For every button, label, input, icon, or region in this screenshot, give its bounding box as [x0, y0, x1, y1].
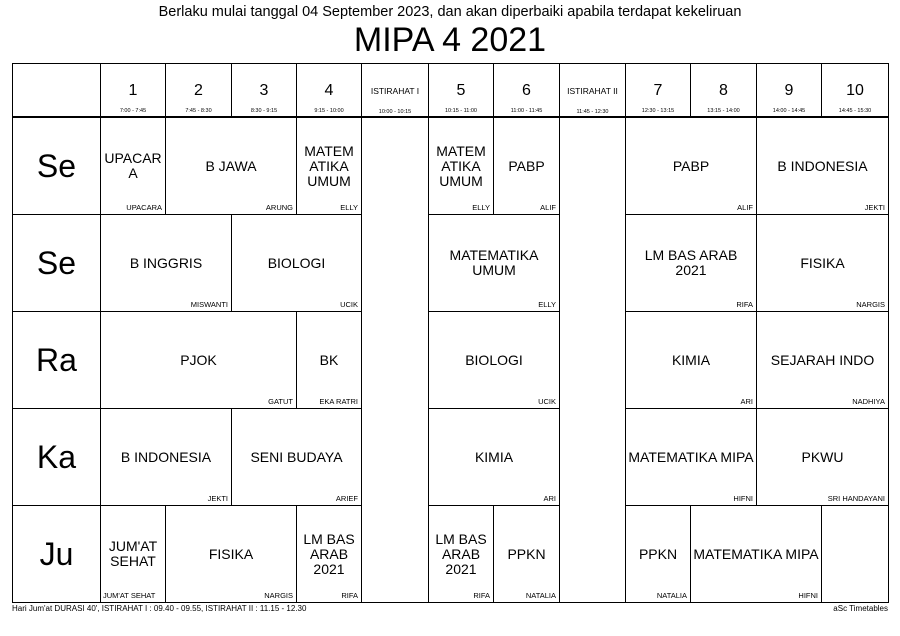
lesson-cell: LM BAS ARAB 2021 RIFA: [429, 506, 494, 603]
day-row: [13, 506, 889, 603]
day-label: Se: [13, 215, 101, 312]
lesson-cell: B INGGRIS MISWANTI: [101, 215, 232, 312]
period-header: 9 14:00 - 14:45: [757, 64, 822, 118]
day-label: Ju: [13, 506, 101, 603]
lesson-cell: BIOLOGI UCIK: [429, 312, 560, 409]
lesson-cell: UPACAR A UPACARA: [101, 117, 166, 215]
lesson-cell: B INDONESIA JEKTI: [101, 409, 232, 506]
day-row: [13, 215, 889, 312]
lesson-cell: SENI BUDAYA ARIEF: [232, 409, 362, 506]
lesson-cell: PKWU SRI HANDAYANI: [757, 409, 889, 506]
day-row: [13, 117, 889, 215]
lesson-cell: MATEMATIKA MIPA HIFNI: [691, 506, 822, 603]
period-header: 6 11:00 - 11:45: [494, 64, 560, 118]
period-header: 5 10:15 - 11:00: [429, 64, 494, 118]
period-header: 7 12:30 - 13:15: [626, 64, 691, 118]
empty-cell: [822, 506, 889, 603]
period-header-row: [13, 64, 889, 118]
page-title: MIPA 4 2021: [353, 21, 547, 59]
lesson-cell: PABP ALIF: [626, 117, 757, 215]
break-column: [560, 117, 626, 603]
day-row: [13, 312, 889, 409]
period-header: 3 8:30 - 9:15: [232, 64, 297, 118]
timetable: [12, 63, 889, 603]
lesson-cell: KIMIA ARI: [626, 312, 757, 409]
credit-text: aSc Timetables: [833, 604, 888, 613]
lesson-cell: PJOK GATUT: [101, 312, 297, 409]
period-header: 2 7:45 - 8:30: [166, 64, 232, 118]
day-row: [13, 409, 889, 506]
lesson-cell: BIOLOGI UCIK: [232, 215, 362, 312]
lesson-cell: BK EKA RATRI: [297, 312, 362, 409]
corner-cell: [13, 64, 101, 118]
lesson-cell: KIMIA ARI: [429, 409, 560, 506]
period-header: 8 13:15 - 14:00: [691, 64, 757, 118]
lesson-cell: PABP ALIF: [494, 117, 560, 215]
day-label: Ka: [13, 409, 101, 506]
lesson-cell: FISIKA NARGIS: [166, 506, 297, 603]
lesson-cell: B INDONESIA JEKTI: [757, 117, 889, 215]
day-label: Ra: [13, 312, 101, 409]
lesson-cell: MATEM ATIKA UMUM ELLY: [429, 117, 494, 215]
period-header: 10 14:45 - 15:30: [822, 64, 889, 118]
lesson-cell: PPKN NATALIA: [626, 506, 691, 603]
lesson-cell: MATEMATIKA UMUM ELLY: [429, 215, 560, 312]
footer-note: Hari Jum'at DURASI 40', ISTIRAHAT I : 09.40 - 09.55, ISTIRAHAT II : 11.15 - 12.30: [12, 604, 307, 613]
period-header: 4 9:15 - 10:00: [297, 64, 362, 118]
break-header: ISTIRAHAT I 10:00 - 10:15: [362, 64, 429, 118]
lesson-cell: SEJARAH INDO NADHIYA: [757, 312, 889, 409]
lesson-cell: MATEMATIKA MIPA HIFNI: [626, 409, 757, 506]
break-header: ISTIRAHAT II 11:45 - 12:30: [560, 64, 626, 118]
day-label: Se: [13, 117, 101, 215]
lesson-cell: JUM'AT SEHAT JUM'AT SEHAT: [101, 506, 166, 603]
lesson-cell: PPKN NATALIA: [494, 506, 560, 603]
lesson-cell: MATEM ATIKA UMUM ELLY: [297, 117, 362, 215]
lesson-cell: FISIKA NARGIS: [757, 215, 889, 312]
break-column: [362, 117, 429, 603]
period-header: 1 7:00 - 7:45: [101, 64, 166, 118]
lesson-cell: B JAWA ARUNG: [166, 117, 297, 215]
lesson-cell: LM BAS ARAB 2021 RIFA: [297, 506, 362, 603]
lesson-cell: LM BAS ARAB 2021 RIFA: [626, 215, 757, 312]
schedule-note: Berlaku mulai tanggal 04 September 2023, dan akan diperbaiki apabila terdapat kekeliruan: [158, 4, 742, 20]
